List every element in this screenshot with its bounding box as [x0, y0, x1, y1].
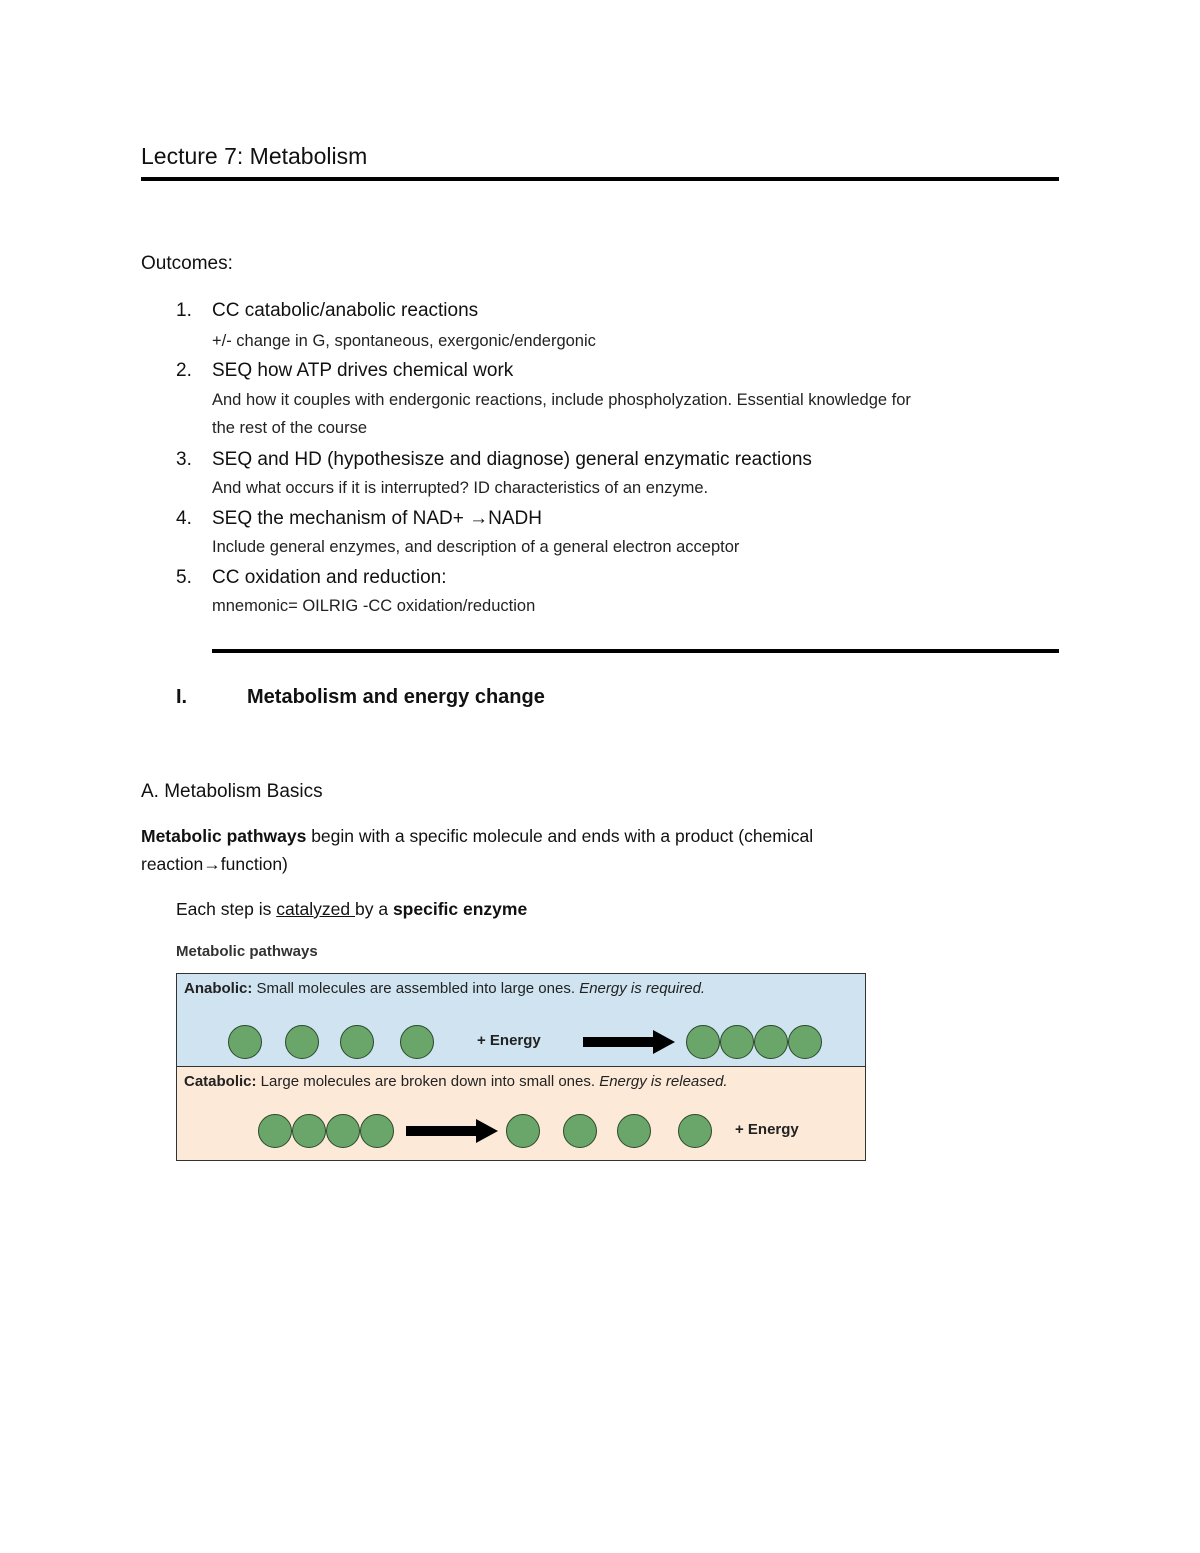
- catabolic-caption: [184, 1073, 728, 1090]
- catabolic-energy-note: Energy is released.: [599, 1073, 728, 1090]
- outcomes-label: Outcomes:: [141, 253, 233, 274]
- anabolic-panel: [176, 973, 866, 1068]
- arrow-right-icon: [406, 1118, 498, 1144]
- anabolic-description: Small molecules are assembled into large ones.: [252, 980, 580, 997]
- page-title: Lecture 7: Metabolism: [141, 143, 368, 169]
- specific-enzyme-term: specific enzyme: [392, 899, 528, 919]
- outcome-number: 3.: [176, 449, 192, 470]
- small-molecule: [340, 1025, 374, 1059]
- outcome-heading: CC oxidation and reduction:: [212, 567, 447, 588]
- catalyzed-term: catalyzed: [276, 899, 355, 919]
- outcome-detail: +/- change in G, spontaneous, exergonic/endergonic: [212, 332, 596, 350]
- small-molecule: [285, 1025, 319, 1059]
- catabolic-label: Catabolic:: [184, 1073, 257, 1090]
- large-molecule-unit: [788, 1025, 822, 1059]
- anabolic-label: Anabolic:: [184, 980, 253, 997]
- large-molecule-unit: [360, 1114, 394, 1148]
- pathways-paragraph: [141, 826, 813, 847]
- section-number: I.: [176, 686, 188, 708]
- small-molecule: [506, 1114, 540, 1148]
- small-molecule: [228, 1025, 262, 1059]
- large-molecule-unit: [686, 1025, 720, 1059]
- title-divider: [141, 177, 1059, 181]
- outcome-number: 4.: [176, 508, 192, 529]
- outcome-heading: CC catabolic/anabolic reactions: [212, 300, 479, 321]
- outcome-detail: And how it couples with endergonic reactions, include phospholyzation. Essential knowledge for: [212, 391, 911, 409]
- pathways-term: Metabolic pathways: [141, 826, 307, 846]
- anabolic-caption: [184, 980, 705, 997]
- pathways-paragraph-line2: reaction→function): [141, 854, 288, 874]
- small-molecule: [617, 1114, 651, 1148]
- subsection-heading: A. Metabolism Basics: [141, 781, 323, 802]
- figure-title: Metabolic pathways: [176, 943, 318, 960]
- small-molecule: [563, 1114, 597, 1148]
- anabolic-energy-note: Energy is required.: [579, 980, 706, 997]
- outcome-heading: SEQ and HD (hypothesisze and diagnose) general enzymatic reactions: [212, 449, 812, 470]
- step-text-mid: by a: [355, 899, 393, 919]
- outcome-number: 1.: [176, 300, 192, 321]
- outcome-detail: Include general enzymes, and description of a general electron acceptor: [212, 538, 740, 556]
- step-text: Each step is: [176, 899, 277, 919]
- large-molecule-unit: [258, 1114, 292, 1148]
- small-molecule: [400, 1025, 434, 1059]
- energy-input-label: + Energy: [477, 1032, 541, 1049]
- pathways-definition: begin with a specific molecule and ends with a product (chemical: [306, 826, 814, 846]
- small-molecule: [678, 1114, 712, 1148]
- energy-output-label: + Energy: [735, 1121, 799, 1138]
- outcome-number: 2.: [176, 360, 192, 381]
- large-molecule-unit: [720, 1025, 754, 1059]
- outcomes-divider: [212, 649, 1059, 653]
- outcome-heading: SEQ how ATP drives chemical work: [212, 360, 514, 381]
- catabolic-panel: [176, 1066, 866, 1161]
- enzyme-statement: [176, 899, 527, 920]
- large-molecule-unit: [754, 1025, 788, 1059]
- outcome-detail: And what occurs if it is interrupted? ID characteristics of an enzyme.: [212, 479, 709, 497]
- outcome-number: 5.: [176, 567, 192, 588]
- outcome-detail: mnemonic= OILRIG -CC oxidation/reduction: [212, 597, 536, 615]
- large-molecule-unit: [292, 1114, 326, 1148]
- catabolic-description: Large molecules are broken down into small ones.: [256, 1073, 600, 1090]
- outcome-heading: SEQ the mechanism of NAD+ →NADH: [212, 508, 542, 529]
- outcome-detail: the rest of the course: [212, 419, 368, 437]
- section-title: Metabolism and energy change: [247, 686, 545, 708]
- arrow-right-icon: [583, 1029, 675, 1055]
- large-molecule-unit: [326, 1114, 360, 1148]
